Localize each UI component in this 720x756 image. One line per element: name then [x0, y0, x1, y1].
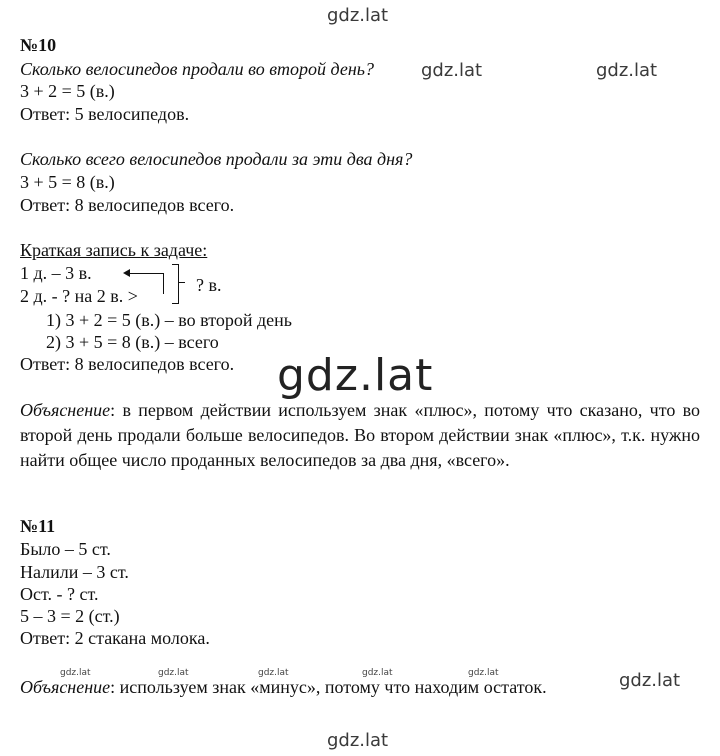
- task-11-line-2: Налили – 3 ст.: [20, 562, 129, 582]
- watermark-tiny: gdz.lat: [158, 668, 189, 678]
- arrow-line: [128, 273, 164, 274]
- task-10-answer-2: Ответ: 8 велосипедов всего.: [20, 195, 235, 215]
- watermark-tiny: gdz.lat: [60, 668, 91, 678]
- task-11-line-1: Было – 5 ст.: [20, 539, 111, 559]
- task-10-equation-1: 3 + 2 = 5 (в.): [20, 81, 115, 101]
- short-record-row-1: 1 д. – 3 в.: [20, 263, 92, 283]
- watermark-tiny: gdz.lat: [362, 668, 393, 678]
- arrow-connector: [163, 273, 164, 294]
- short-record-total: ? в.: [196, 275, 222, 295]
- task-10-equation-2: 3 + 5 = 8 (в.): [20, 172, 115, 192]
- task-11-equation: 5 – 3 = 2 (ст.): [20, 606, 120, 626]
- solution-step-2: 2) 3 + 5 = 8 (в.) – всего: [46, 332, 219, 352]
- task-10-question-2: Сколько всего велосипедов продали за эти два дня?: [20, 149, 413, 169]
- watermark-right-1: gdz.lat: [421, 60, 483, 81]
- task-11-explanation: [20, 676, 547, 698]
- watermark-right-2: gdz.lat: [596, 60, 658, 81]
- short-record-title: Краткая запись к задаче:: [20, 240, 208, 260]
- brace-tick: [179, 282, 185, 283]
- explanation-text: : используем знак «минус», потому что находим остаток.: [110, 677, 547, 697]
- watermark-top: gdz.lat: [327, 5, 389, 26]
- explanation-text: : в первом действии используем знак «плюс», потому что сказано, что во второй день продали больше велосипедов. Во втором действии знак «плюс», т.к. нужно найти общее число проданных велосипедов за два дня, «всего».: [20, 400, 700, 470]
- watermark-tiny: gdz.lat: [468, 668, 499, 678]
- task-10-answer-3: Ответ: 8 велосипедов всего.: [20, 354, 235, 374]
- explanation-label: Объяснение: [20, 400, 111, 420]
- task-10-answer-1: Ответ: 5 велосипедов.: [20, 104, 190, 124]
- short-record-row-2: 2 д. - ? на 2 в. >: [20, 286, 138, 306]
- task-11-answer: Ответ: 2 стакана молока.: [20, 628, 210, 648]
- brace-icon: [172, 264, 179, 304]
- watermark-bottom: gdz.lat: [327, 730, 389, 751]
- solution-step-1: 1) 3 + 2 = 5 (в.) – во второй день: [46, 310, 292, 330]
- task-11-number: №11: [20, 516, 56, 536]
- watermark-center: gdz.lat: [277, 350, 434, 401]
- task-10-explanation: [20, 398, 700, 473]
- task-11-line-3: Ост. - ? ст.: [20, 584, 99, 604]
- watermark-tiny: gdz.lat: [258, 668, 289, 678]
- explanation-label: Объяснение: [20, 677, 111, 697]
- task-10-question-1: Сколько велосипедов продали во второй день?: [20, 59, 374, 79]
- watermark-bottom-right: gdz.lat: [619, 670, 681, 691]
- task-10-number: №10: [20, 35, 57, 55]
